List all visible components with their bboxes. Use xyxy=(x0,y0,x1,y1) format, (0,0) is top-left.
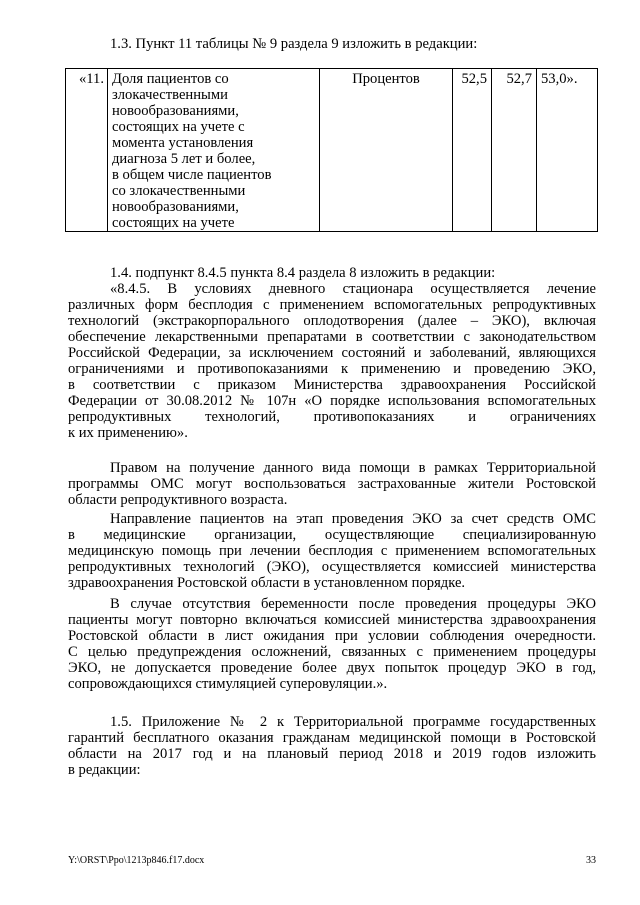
footer-file-path: Y:\ORST\Ppo\1213p846.f17.docx xyxy=(68,855,205,866)
indicator-line: злокачественными xyxy=(112,87,228,103)
paragraph-line: области репродуктивного возраста. xyxy=(68,492,288,508)
paragraph-line: репродуктивных технологий, противопоказаниях и ограничениях xyxy=(68,409,596,425)
footer-page-number: 33 xyxy=(586,855,596,866)
paragraph-line: Федерации от 30.08.2012 № 107н «О порядке использования вспомогательных xyxy=(68,393,596,409)
paragraph-line: Ростовской области в лист ожидания при условии соблюдения очередности. xyxy=(68,628,596,644)
indicator-line: состоящих на учете xyxy=(112,215,235,231)
paragraph-line: Российской Федерации, за исключением состояний и заболеваний, являющихся xyxy=(68,345,596,361)
indicator-line: Доля пациентов со xyxy=(112,71,229,87)
paragraph-line: сопровождающихся стимуляцией суперовуляции.». xyxy=(68,676,388,692)
paragraph-line: в медицинские организации, осуществляющие специализированную xyxy=(68,527,596,543)
table-row xyxy=(66,69,598,232)
paragraph-patient-direction xyxy=(68,511,596,591)
table-cell-unit: Процентов xyxy=(320,69,453,232)
indicator-table xyxy=(65,68,598,232)
paragraph-oms-eligibility xyxy=(68,460,596,508)
paragraph-line: Направление пациентов на этап проведения ЭКО за счет средств ОМС xyxy=(110,511,596,527)
table-cell-value-2: 52,7 xyxy=(492,69,537,232)
indicator-line: новообразованиями, xyxy=(112,103,239,119)
indicator-line: диагноза 5 лет и более, xyxy=(112,151,256,167)
indicator-line: в общем числе пациентов xyxy=(112,167,272,183)
table-cell-value-1: 52,5 xyxy=(453,69,492,232)
paragraph-line: «8.4.5. В условиях дневного стационара осуществляется лечение xyxy=(110,281,596,297)
paragraph-line: здравоохранения Ростовской области в установленном порядке. xyxy=(68,575,466,591)
paragraph-8-4-5 xyxy=(68,281,596,441)
indicator-line: со злокачественными xyxy=(112,183,246,199)
paragraph-line: пациенты могут повторно включаться комиссией министерства здравоохранения xyxy=(68,612,596,628)
paragraph-line: С целью предупреждения осложнений, связанных с применением процедуры xyxy=(68,644,596,660)
paragraph-line: в редакции: xyxy=(68,762,141,778)
paragraph-line: в соответствии с приказом Министерства здравоохранения Российской xyxy=(68,377,596,393)
indicator-line: новообразованиями, xyxy=(112,199,239,215)
paragraph-line: 1.5. Приложение № 2 к Территориальной программе государственных xyxy=(110,714,596,730)
paragraph-line: Правом на получение данного вида помощи в рамках Территориальной xyxy=(110,460,596,476)
paragraph-line: ограничениями и противопоказаниями к применению и проведению ЭКО, xyxy=(68,361,596,377)
table-cell-row-number: «11. xyxy=(66,69,108,232)
section-heading-1-3: 1.3. Пункт 11 таблицы № 9 раздела 9 изложить в редакции: xyxy=(110,36,478,52)
paragraph-line: В случае отсутствия беременности после проведения процедуры ЭКО xyxy=(110,596,596,612)
paragraph-line: различных форм бесплодия с применением вспомогательных репродуктивных xyxy=(68,297,596,313)
paragraph-line: гарантий бесплатного оказания гражданам медицинской помощи в Ростовской xyxy=(68,730,596,746)
table-cell-indicator xyxy=(108,69,320,232)
indicator-line: момента установления xyxy=(112,135,254,151)
paragraph-line: ЭКО, не допускается проведение более двух попыток процедур ЭКО в год, xyxy=(68,660,596,676)
indicator-line: состоящих на учете с xyxy=(112,119,245,135)
paragraph-pregnancy-absence xyxy=(68,596,596,692)
paragraph-line: обеспечение лекарственными препаратами в соответствии с законодательством xyxy=(68,329,596,345)
paragraph-line: программы ОМС могут воспользоваться застрахованные жители Ростовской xyxy=(68,476,596,492)
table-cell-value-3: 53,0». xyxy=(537,69,598,232)
paragraph-line: технологий (экстракорпорального оплодотворения (далее – ЭКО), включая xyxy=(68,313,596,329)
paragraph-line: репродуктивных технологий (ЭКО), осуществляется комиссией министерства xyxy=(68,559,596,575)
section-heading-1-4: 1.4. подпункт 8.4.5 пункта 8.4 раздела 8 изложить в редакции: xyxy=(110,265,496,281)
paragraph-line: области на 2017 год и на плановый период 2018 и 2019 годов изложить xyxy=(68,746,596,762)
paragraph-line: медицинскую помощь при лечении бесплодия с применением вспомогательных xyxy=(68,543,596,559)
paragraph-1-5 xyxy=(68,714,596,778)
paragraph-line: к их применению». xyxy=(68,425,188,441)
